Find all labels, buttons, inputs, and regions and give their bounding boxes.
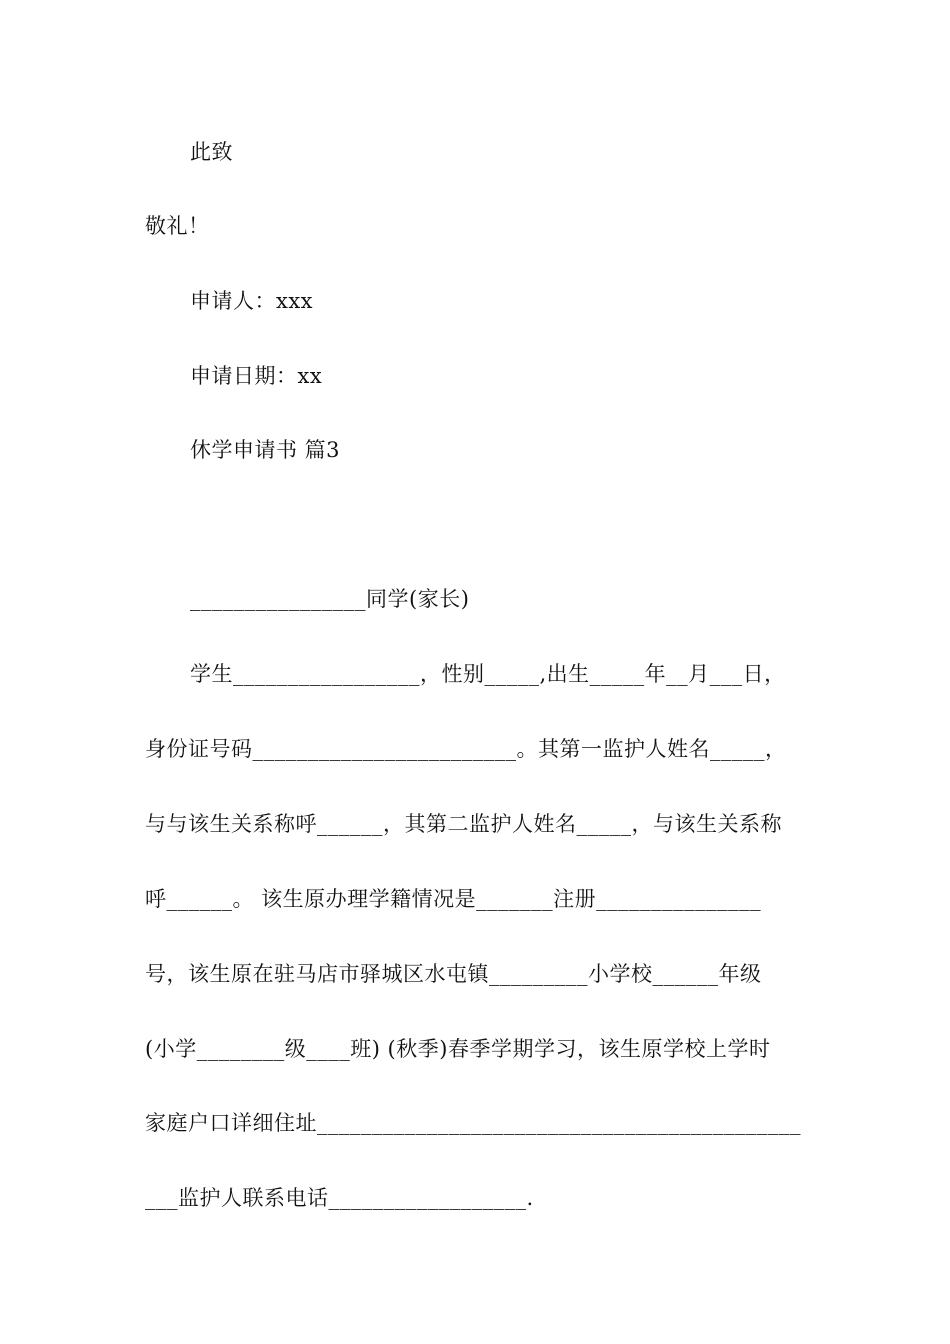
salute-line: 敬礼！ (145, 214, 210, 238)
addressee-line: ________________同学(家长) (190, 587, 470, 611)
body-line-6: (小学________级____班) (秋季)春季学期学习，该生原学校上学时 (145, 1037, 771, 1061)
applicant-line: 申请人：xxx (190, 289, 314, 313)
body-line-7: 家庭户口详细住址____________________________________________ (145, 1111, 801, 1135)
section-title: 休学申请书 篇3 (190, 438, 341, 462)
body-line-4: 呼______。 该生原办理学籍情况是_______注册_______________ (145, 887, 762, 911)
body-line-3: 与与该生关系称呼______，其第二监护人姓名_____，与该生关系称 (145, 812, 782, 836)
date-line: 申请日期：xx (190, 364, 323, 388)
body-line-1: 学生_________________，性别_____,出生_____年__月___日， (190, 662, 786, 686)
body-line-2: 身份证号码________________________。其第一监护人姓名_____， (145, 737, 787, 761)
body-line-5: 号，该生原在驻马店市驿城区水屯镇_________小学校______年级 (145, 962, 762, 986)
body-line-8: ___监护人联系电话__________________. (145, 1186, 534, 1210)
closing-line: 此致 (190, 140, 233, 164)
